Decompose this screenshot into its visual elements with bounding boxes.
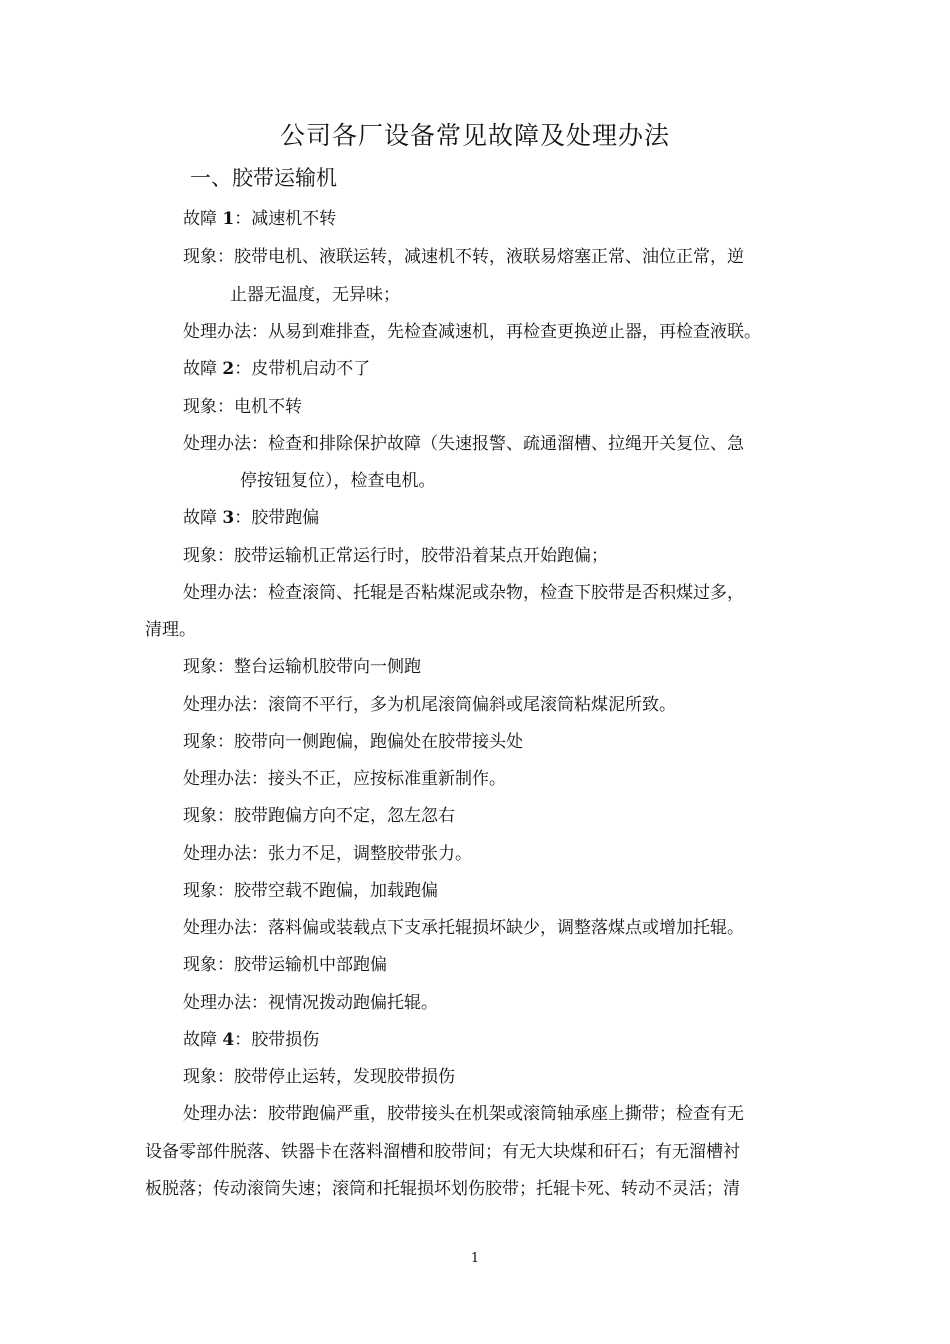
method-text: 从易到难排查，先检查减速机，再检查更换逆止器，再检查液联。	[268, 322, 761, 342]
method-label: 处理办法：	[183, 434, 268, 454]
phenomenon-label: 现象：	[183, 546, 234, 566]
phenomenon-label: 现象：	[183, 806, 234, 826]
phenomenon-line	[183, 656, 421, 678]
continuation-text: 板脱落；传动滚筒失速；滚筒和托辊损坏划伤胶带；托辊卡死、转动不灵活；清	[145, 1179, 740, 1199]
fault-number: 3	[222, 508, 235, 528]
method-line	[183, 917, 744, 939]
phenomenon-line	[183, 246, 744, 268]
method-label: 处理办法：	[183, 322, 268, 342]
method-label: 处理办法：	[183, 769, 268, 789]
fault-label: 故障	[183, 1030, 217, 1050]
method-label: 处理办法：	[183, 1104, 268, 1124]
fault-text: 皮带机启动不了	[251, 359, 371, 379]
method-text: 落料偏或装载点下支承托辊损坏缺少，调整落煤点或增加托辊。	[268, 918, 744, 938]
fault-text: 胶带损伤	[251, 1030, 320, 1050]
continuation-line	[240, 470, 436, 492]
method-line	[183, 992, 438, 1014]
method-text: 滚筒不平行，多为机尾滚筒偏斜或尾滚筒粘煤泥所致。	[268, 695, 676, 715]
phenomenon-text: 胶带停止运转，发现胶带损伤	[234, 1067, 455, 1087]
fault-line: 故障 4：胶带损伤	[183, 1030, 320, 1050]
continuation-text: 清理。	[145, 620, 196, 640]
fault-label: 故障	[183, 209, 217, 229]
phenomenon-line	[183, 731, 523, 753]
method-line	[183, 433, 744, 455]
method-line	[183, 843, 472, 865]
phenomenon-line	[183, 954, 387, 976]
phenomenon-label: 现象：	[183, 247, 234, 267]
continuation-text: 设备零部件脱落、铁器卡在落料溜槽和胶带间；有无大块煤和矸石；有无溜槽衬	[145, 1142, 740, 1162]
phenomenon-line	[183, 396, 302, 418]
method-text: 检查和排除保护故障（失速报警、疏通溜槽、拉绳开关复位、急	[268, 434, 744, 454]
method-label: 处理办法：	[183, 993, 268, 1013]
method-text: 检查滚筒、托辊是否粘煤泥或杂物，检查下胶带是否积煤过多，	[268, 583, 744, 603]
continuation-line	[145, 1178, 740, 1200]
fault-line: 故障 1：减速机不转	[183, 209, 337, 229]
phenomenon-text: 电机不转	[234, 397, 302, 417]
phenomenon-text: 胶带运输机正常运行时，胶带沿着某点开始跑偏；	[234, 546, 608, 566]
phenomenon-text: 胶带空载不跑偏，加载跑偏	[234, 881, 438, 901]
method-text: 张力不足，调整胶带张力。	[268, 844, 472, 864]
method-text: 接头不正，应按标准重新制作。	[268, 769, 506, 789]
fault-text: 胶带跑偏	[251, 508, 320, 528]
phenomenon-label: 现象：	[183, 955, 234, 975]
phenomenon-label: 现象：	[183, 1067, 234, 1087]
fault-text: 减速机不转	[251, 209, 337, 229]
phenomenon-text: 整台运输机胶带向一侧跑	[234, 657, 421, 677]
method-line	[183, 694, 676, 716]
method-label: 处理办法：	[183, 844, 268, 864]
method-text: 视情况拨动跑偏托辊。	[268, 993, 438, 1013]
continuation-line	[145, 1141, 740, 1163]
fault-number: 2	[222, 359, 235, 379]
phenomenon-line	[183, 1066, 455, 1088]
phenomenon-line	[183, 880, 438, 902]
phenomenon-line	[183, 805, 455, 827]
page-number: 1	[470, 1251, 480, 1266]
fault-number: 4	[222, 1030, 235, 1050]
fault-label: 故障	[183, 508, 217, 528]
fault-number: 1	[222, 209, 235, 229]
phenomenon-line	[183, 545, 608, 567]
phenomenon-text: 胶带电机、液联运转，减速机不转，液联易熔塞正常、油位正常，逆	[234, 247, 744, 267]
continuation-line	[230, 284, 400, 306]
continuation-text: 停按钮复位），检查电机。	[240, 471, 436, 491]
section-heading: 一、胶带运输机	[190, 166, 337, 190]
phenomenon-text: 胶带运输机中部跑偏	[234, 955, 387, 975]
continuation-line	[145, 619, 196, 641]
method-line	[183, 768, 506, 790]
phenomenon-label: 现象：	[183, 397, 234, 417]
phenomenon-label: 现象：	[183, 881, 234, 901]
fault-line: 故障 2：皮带机启动不了	[183, 359, 371, 379]
method-label: 处理办法：	[183, 583, 268, 603]
method-line	[183, 321, 761, 343]
method-line	[183, 582, 744, 604]
continuation-text: 止器无温度，无异味；	[230, 285, 400, 305]
method-text: 胶带跑偏严重，胶带接头在机架或滚筒轴承座上撕带；检查有无	[268, 1104, 744, 1124]
phenomenon-text: 胶带向一侧跑偏，跑偏处在胶带接头处	[234, 732, 523, 752]
phenomenon-label: 现象：	[183, 657, 234, 677]
method-label: 处理办法：	[183, 695, 268, 715]
fault-label: 故障	[183, 359, 217, 379]
method-label: 处理办法：	[183, 918, 268, 938]
fault-line: 故障 3：胶带跑偏	[183, 508, 320, 528]
method-line	[183, 1103, 744, 1125]
phenomenon-label: 现象：	[183, 732, 234, 752]
document-title: 公司各厂设备常见故障及处理办法	[279, 121, 670, 150]
phenomenon-text: 胶带跑偏方向不定，忽左忽右	[234, 806, 455, 826]
